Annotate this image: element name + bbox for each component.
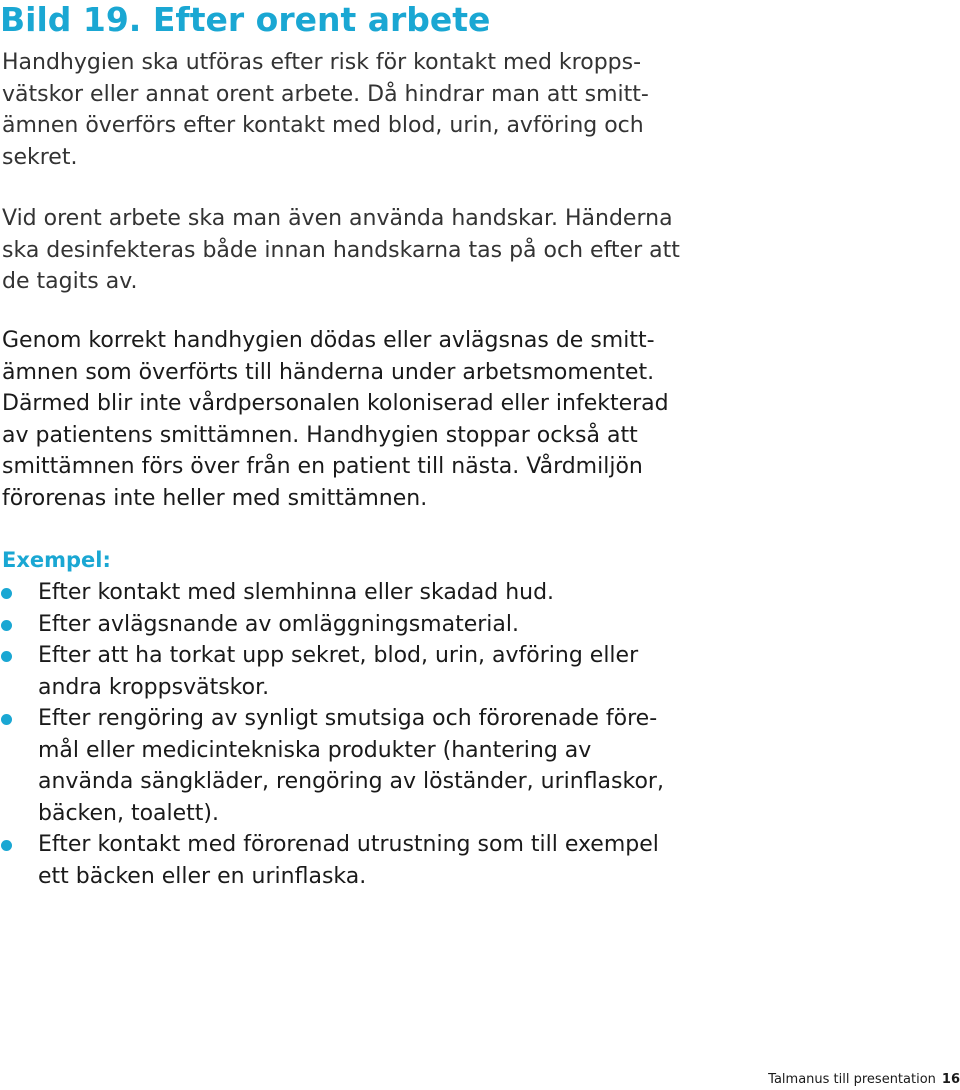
- paragraph-line: förorenas inte heller med smittämnen.: [2, 485, 428, 511]
- footer-label: Talmanus till presentation: [768, 1072, 936, 1087]
- list-item: [0, 640, 664, 703]
- list-item-line: ett bäcken eller en urinflaska.: [38, 863, 367, 889]
- bullet-icon: [1, 620, 12, 631]
- paragraph-hand-hygiene-intro: [2, 47, 649, 173]
- list-item: [0, 829, 664, 892]
- list-item-line: Efter rengöring av synligt smutsiga och förorenade före-: [38, 706, 658, 731]
- list-item-line: bäcken, toalett).: [38, 800, 220, 826]
- paragraph-line: Vid orent arbete ska man även använda handskar. Händerna: [2, 206, 673, 231]
- paragraph-line: ska desinfekteras både innan handskarna tas på och efter att: [2, 237, 680, 263]
- examples-list: [0, 577, 664, 892]
- list-item-line: använda sängkläder, rengöring av löständer, urinflaskor,: [38, 769, 664, 794]
- examples-heading: Exempel:: [2, 548, 111, 572]
- paragraph-line: ämnen överförs efter kontakt med blod, urin, avföring och: [2, 113, 644, 138]
- bullet-icon: [1, 840, 12, 851]
- paragraph-line: av patientens smittämnen. Handhygien stoppar också att: [2, 422, 638, 448]
- list-item-line: mål eller medicintekniska produkter (hantering av: [38, 737, 592, 763]
- list-item-line: Efter avlägsnande av omläggningsmaterial.: [38, 611, 519, 637]
- bullet-icon: [1, 588, 12, 599]
- page-number: 16: [941, 1072, 960, 1087]
- paragraph-line: sekret.: [2, 144, 78, 170]
- paragraph-gloves: [2, 203, 680, 298]
- bullet-icon: [1, 651, 12, 662]
- paragraph-line: Handhygien ska utföras efter risk för kontakt med kropps-: [2, 50, 642, 75]
- paragraph-line: Därmed blir inte vårdpersonalen koloniserad eller infekterad: [2, 391, 669, 416]
- paragraph-line: de tagits av.: [2, 269, 138, 294]
- list-item-line: Efter att ha torkat upp sekret, blod, urin, avföring eller: [38, 643, 639, 668]
- list-item: [0, 609, 664, 641]
- paragraph-line: Genom korrekt handhygien dödas eller avlägsnas de smitt-: [2, 328, 655, 353]
- paragraph-line: ämnen som överförts till händerna under arbetsmomentet.: [2, 359, 655, 385]
- list-item-line: Efter kontakt med förorenad utrustning som till exempel: [38, 832, 659, 857]
- paragraph-line: smittämnen förs över från en patient till nästa. Vårdmiljön: [2, 454, 643, 479]
- list-item-line: Efter kontakt med slemhinna eller skadad hud.: [38, 580, 555, 605]
- page-title: Bild 19. Efter orent arbete: [0, 0, 491, 39]
- paragraph-line: vätskor eller annat orent arbete. Då hindrar man att smitt-: [2, 81, 649, 107]
- list-item: [0, 703, 664, 829]
- list-item-line: andra kroppsvätskor.: [38, 674, 270, 700]
- page-footer: [768, 1070, 960, 1090]
- paragraph-correct-hygiene: [2, 325, 669, 514]
- bullet-icon: [1, 714, 12, 725]
- list-item: [0, 577, 664, 609]
